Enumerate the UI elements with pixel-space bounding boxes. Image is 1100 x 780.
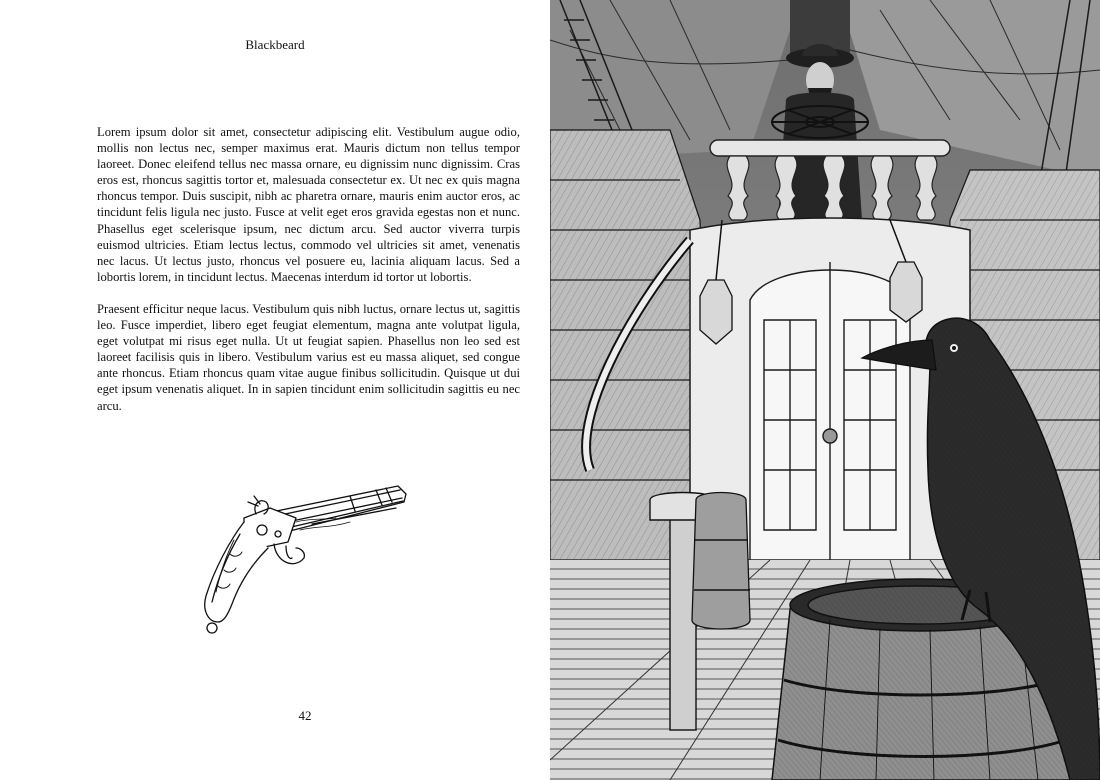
right-page	[550, 0, 1100, 780]
page-number: 42	[298, 708, 312, 723]
running-head: Blackbeard	[245, 37, 305, 52]
flintlock-pistol-illustration	[200, 478, 412, 638]
paragraph-2: Praesent efficitur neque lacus. Vestibulum quis nibh luctus, ornare lectus ut, sagittis leo. Fusce imperdiet, libero eget feugiat elementum, magna ante volutpat ligula, eget volutpat mi risus eget nulla. Ut ut feugiat sapien. Phasellus non leo sed est laoreet facilisis quis in libero. Vestibulum varius est eu massa aliquet, sed congue ante rhoncus. Etiam rhoncus quam vitae augue finibus sollicitudin. Quisque ut dui eget ipsum venenatis aliquet. In in sapien tincidunt enim sollicitudin sagittis eu nec arcu.	[97, 301, 520, 413]
body-text	[97, 124, 520, 430]
paragraph-1: Lorem ipsum dolor sit amet, consectetur adipiscing elit. Vestibulum augue odio, mollis non lectus nec, semper maximus erat. Mauris dictum non tellus tempor laoreet. Donec eleifend tellus nec massa ornare, eu dignissim nunc dignissim. Cras eros est, rhoncus sagittis tortor et, malesuada consectetur ex. Ut nec ex quis magna rhoncus tempor. Duis suscipit, nibh ac pharetra ornare, mauris enim auctor eros, ac tincidunt felis ligula nec justo. Fusce at velit eget eros gravida egestas non et nunc. Phasellus eget scelerisque ipsum, nec dictum arcu. Sed auctor viverra turpis euismod ultricies. Etiam lectus lectus, commodo vel ultricies sit amet, venenatis nec lacus. Ut lectus justo, rhoncus vel posuere eu, lacinia aliquam lacus. Sed a lobortis lorem, in tincidunt lectus. Maecenas interdum id tortor ut lobortis.	[97, 125, 520, 284]
ship-deck-illustration	[550, 0, 1100, 780]
